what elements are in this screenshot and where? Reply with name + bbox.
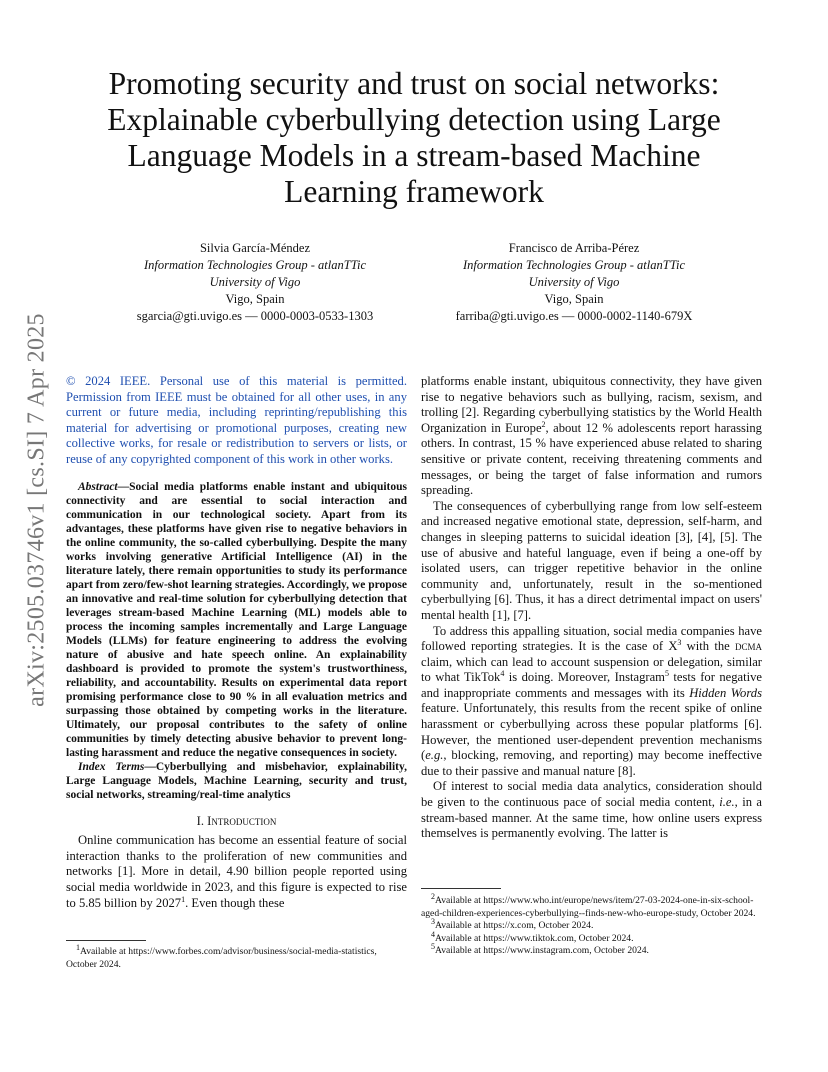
author-location: Vigo, Spain bbox=[544, 292, 604, 306]
footnotes-left bbox=[66, 942, 407, 971]
copyright-notice: © 2024 IEEE. Personal use of this material is permitted. Permission from IEEE must be obtained for all other uses, in any current or future media, including reprinting/republishing this material for advertising or promotional purposes, creating new collective works, for resale or redistribution to servers or lists, or reuse of any copyrighted component of this work in other works. bbox=[66, 374, 407, 466]
author-contact: farriba@gti.uvigo.es — 0000-0002-1140-679X bbox=[455, 309, 693, 323]
title-line: Learning framework bbox=[284, 174, 544, 209]
author-block-2 bbox=[424, 240, 724, 325]
paper-title bbox=[60, 66, 768, 210]
footnote-marker: 1 bbox=[181, 894, 186, 904]
author-name: Silvia García-Méndez bbox=[199, 241, 311, 255]
body-paragraph: Of interest to social media data analytics, consideration should be given to the continuous pace of social media content, i.e., in a stream-based manner. At the same time, how online users express themselves is permanently evolving. The latter is bbox=[421, 779, 762, 841]
footnote: $^1$Available at https://www.forbes.com/advisor/business/social-media-statistics, October 2024. bbox=[66, 942, 377, 970]
footnote: $^2$Available at https://www.who.int/europe/news/item/27-03-2024-one-in-six-school-aged-children-experiences-cyberbullying--finds-new-who-europe-study, October 2024. bbox=[421, 891, 756, 919]
footnote: $^5$Available at https://www.instagram.com, October 2024. bbox=[431, 941, 649, 956]
emphasis: i.e. bbox=[719, 795, 735, 810]
footnote-marker: 5 bbox=[664, 669, 669, 679]
title-line: Promoting security and trust on social networks: bbox=[108, 66, 720, 101]
body-paragraph: To address this appalling situation, social media companies have followed reporting strategies. It is the case of $X^3$ with the dcma claim, which can lead to account suspension or delegation, similar to what TikTok$^4$ is doing. Moreover, Instagram$^5$ tests for negative and inappropriate comments and messages with its Hidden Words feature. Unfortunately, this results from the recent spike of online harassment or cyberbullying across these popular platforms [6]. However, the mentioned user-dependent prevention mechanisms (e.g., blocking, removing, and reporting) may become ineffective due to their passive and manual nature [8]. bbox=[421, 623, 762, 778]
author-block-1 bbox=[105, 240, 405, 325]
abstract-text: —Social media platforms enable instant and ubiquitous connectivity and are essential to social interaction and communication in our technological society. Apart from its advantages, these platforms have given rise to negative behaviors in the online community, the so-called cyberbullying. Despite the many works involving generative Artificial Intelligence (AI) in the literature lately, there remain opportunities to study its performance apart from zero/few-shot learning strategies. Accordingly, we propose an innovative and real-time solution for cyberbullying detection that leverages stream-based Machine Learning (ML) models able to process the incoming samples incrementally and Large Language Models (LLMs) for feature engineering to address the evolving nature of abusive and hate speech online. An explainability dashboard is provided to promote the system's trustworthiness, reliability, and accountability. Results on experimental data report promising performance close to 90 % in all evaluation metrics and surpassing those obtained by competing works in the literature. Ultimately, our proposal contributes to the safety of online communities by timely detecting abusive behavior to prevent long-lasting harassment and reduce the negative consequences in society. bbox=[66, 480, 407, 759]
footnote-marker: 3 bbox=[677, 637, 682, 647]
emphasis: Hidden Words bbox=[689, 685, 762, 700]
index-terms-text: —Cyberbullying and misbehavior, explainability, Large Language Models, Machine Learning, security and trust, social networks, streaming/real-time analytics bbox=[66, 760, 407, 801]
body-paragraph: platforms enable instant, ubiquitous connectivity, they have given rise to negative behaviors such as bullying, racism, sexism, and trolling [2]. Regarding cyberbullying statistics by the World Health Organization in Europe$^2$, about 12 % adolescents report harassing others. In contrast, 15 % have experienced abuse related to sharing sensitive or private content, receiving threatening comments and messages, or being the target of false information and rumors spreading. bbox=[421, 374, 762, 498]
footnote-marker: 2 bbox=[541, 419, 546, 429]
footnotes-right bbox=[421, 891, 762, 958]
footnote-rule-right bbox=[421, 888, 501, 889]
right-column bbox=[421, 374, 762, 842]
author-university: University of Vigo bbox=[528, 275, 620, 289]
arxiv-identifier bbox=[22, 300, 52, 720]
author-university: University of Vigo bbox=[209, 275, 301, 289]
author-affiliation: Information Technologies Group - atlanTTic bbox=[462, 258, 685, 272]
author-name: Francisco de Arriba-Pérez bbox=[508, 241, 640, 255]
title-line: Explainable cyberbullying detection using Large bbox=[107, 102, 721, 137]
acronym: dcma bbox=[734, 639, 762, 654]
intro-paragraph: Online communication has become an essential feature of social interaction thanks to the proliferation of new communities and networks [1]. More in detail, 4.90 billion people reported using social media worldwide in 2023, and this figure is expected to rise to 5.85 billion by 2027$^1$. Even though these bbox=[66, 833, 407, 910]
footnote: $^4$Available at https://www.tiktok.com, October 2024. bbox=[431, 929, 634, 944]
body-paragraph: The consequences of cyberbullying range from low self-esteem and increased negative emotional state, depression, self-harm, and changes in sleeping patterns to suicidal ideation [3], [4], [5]. The use of abusive and hateful language, even if being a one-off by isolated users, can trigger repetitive behavior in the online community and, unfortunately, result in the so-mentioned cyberbullying [6]. Thus, it has a direct detrimental impact on users' mental health [1], [7]. bbox=[421, 498, 762, 622]
left-column bbox=[66, 374, 407, 911]
index-terms-label: Index Terms bbox=[78, 760, 145, 773]
arxiv-identifier-text: arXiv:2505.03746v1 [cs.SI] 7 Apr 2025 bbox=[23, 313, 50, 707]
footnote-marker: 4 bbox=[500, 669, 505, 679]
author-affiliation: Information Technologies Group - atlanTTic bbox=[143, 258, 366, 272]
author-contact: sgarcia@gti.uvigo.es — 0000-0003-0533-1303 bbox=[136, 309, 374, 323]
footnote: $^3$Available at https://x.com, October 2024. bbox=[431, 916, 594, 931]
index-terms bbox=[66, 760, 407, 802]
abstract bbox=[66, 480, 407, 760]
footnote-rule-left bbox=[66, 940, 146, 941]
section-heading: I. Introduction bbox=[196, 813, 277, 828]
abstract-label: Abstract bbox=[78, 480, 118, 493]
author-location: Vigo, Spain bbox=[225, 292, 285, 306]
title-line: Language Models in a stream-based Machine bbox=[127, 138, 701, 173]
emphasis: e.g. bbox=[425, 748, 444, 763]
